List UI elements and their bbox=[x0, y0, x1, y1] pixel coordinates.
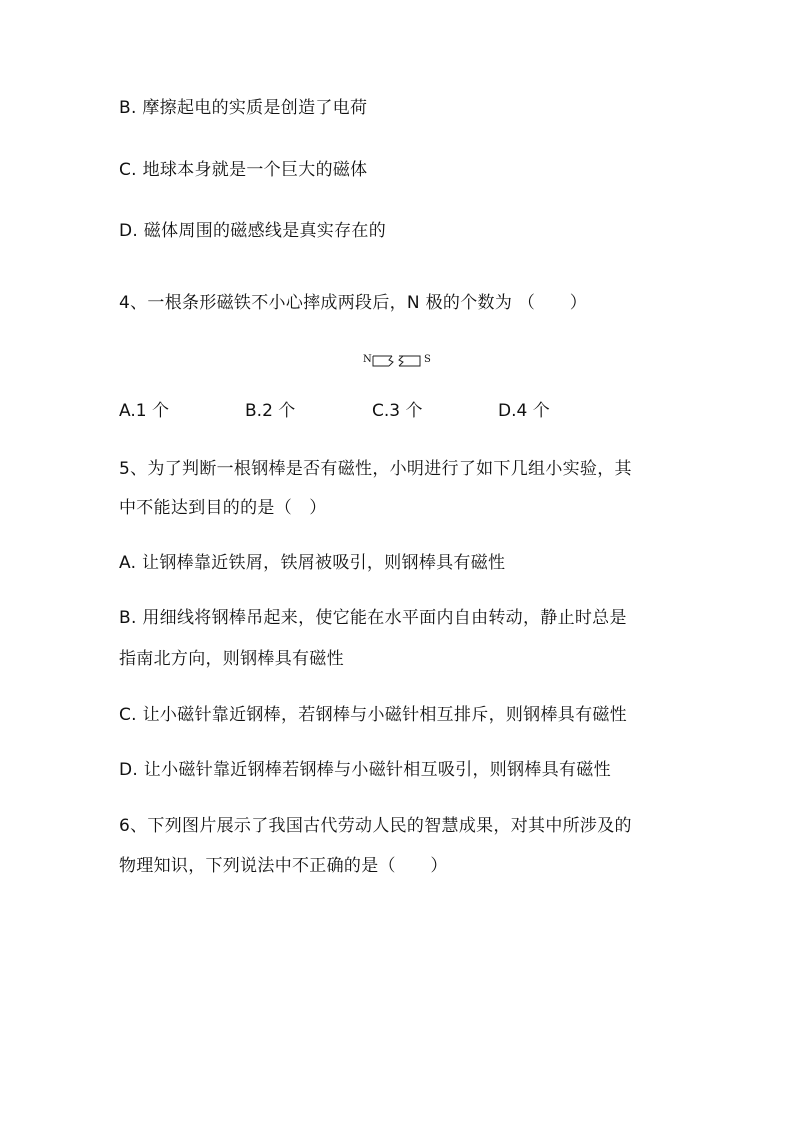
q5-option-b-line2: 指南北方向，则钢棒具有磁性 bbox=[119, 649, 344, 669]
broken-magnet-figure bbox=[363, 352, 433, 370]
q4-option-b: B.2 个 bbox=[245, 401, 296, 421]
q4-option-a: A.1 个 bbox=[119, 401, 169, 421]
magnet-s-label: S bbox=[424, 354, 431, 365]
q5-option-c: C. 让小磁针靠近钢棒，若钢棒与小磁针相互排斥，则钢棒具有磁性 bbox=[119, 705, 627, 725]
q5-option-a: A. 让钢棒靠近铁屑，铁屑被吸引，则钢棒具有磁性 bbox=[119, 553, 506, 573]
q4-option-c: C.3 个 bbox=[372, 401, 423, 421]
q3-option-d: D. 磁体周围的磁感线是真实存在的 bbox=[119, 221, 386, 241]
q5-stem-line1: 5、为了判断一根钢棒是否有磁性，小明进行了如下几组小实验，其 bbox=[119, 459, 632, 479]
q4-stem: 4、一根条形磁铁不小心摔成两段后，N 极的个数为 （ ） bbox=[119, 293, 588, 313]
q6-stem-line2: 物理知识，下列说法中不正确的是（ ） bbox=[119, 856, 448, 876]
magnet-n-label: N bbox=[363, 354, 372, 365]
q5-option-b-line1: B. 用细线将钢棒吊起来，使它能在水平面内自由转动，静止时总是 bbox=[119, 608, 627, 628]
q6-stem-line1: 6、下列图片展示了我国古代劳动人民的智慧成果，对其中所涉及的 bbox=[119, 816, 632, 836]
q3-option-b: B. 摩擦起电的实质是创造了电荷 bbox=[119, 98, 368, 118]
q5-stem-line2: 中不能达到目的的是（ ） bbox=[119, 498, 327, 518]
q4-option-d: D.4 个 bbox=[498, 401, 550, 421]
broken-magnet-icon bbox=[372, 354, 422, 368]
q5-option-d: D. 让小磁针靠近钢棒若钢棒与小磁针相互吸引，则钢棒具有磁性 bbox=[119, 760, 611, 780]
q3-option-c: C. 地球本身就是一个巨大的磁体 bbox=[119, 160, 368, 180]
